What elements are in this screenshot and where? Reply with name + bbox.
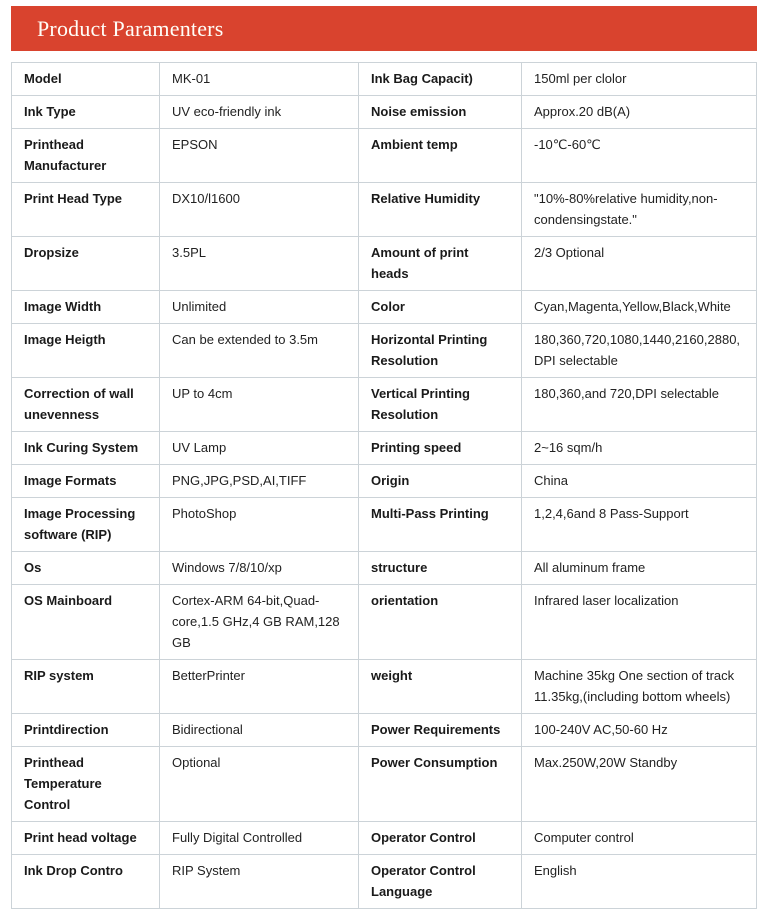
param-label-cell: Ink Curing System bbox=[12, 432, 160, 465]
param-value-cell: EPSON bbox=[160, 129, 359, 183]
param-value-cell: China bbox=[522, 465, 757, 498]
param-label-cell: Ink Drop Contro bbox=[12, 855, 160, 909]
param-label-cell: Vertical Printing Resolution bbox=[359, 378, 522, 432]
page-title: Product Paramenters bbox=[37, 15, 224, 41]
param-value-cell: Fully Digital Controlled bbox=[160, 822, 359, 855]
param-label-cell: RIP system bbox=[12, 660, 160, 714]
param-label-cell: Image Formats bbox=[12, 465, 160, 498]
param-label-cell: OS Mainboard bbox=[12, 585, 160, 660]
param-label-cell: Correction of wall unevenness bbox=[12, 378, 160, 432]
product-parameters-table bbox=[11, 62, 757, 909]
param-label-cell: Power Requirements bbox=[359, 714, 522, 747]
param-label-cell: Image Heigth bbox=[12, 324, 160, 378]
param-label-cell: Multi-Pass Printing bbox=[359, 498, 522, 552]
param-label-cell: Printhead Temperature Control bbox=[12, 747, 160, 822]
table-row bbox=[12, 129, 757, 183]
param-value-cell: Machine 35kg One section of track 11.35kg,(including bottom wheels) bbox=[522, 660, 757, 714]
param-value-cell: 150ml per clolor bbox=[522, 63, 757, 96]
param-value-cell: 2~16 sqm/h bbox=[522, 432, 757, 465]
param-value-cell: MK-01 bbox=[160, 63, 359, 96]
param-value-cell: Bidirectional bbox=[160, 714, 359, 747]
param-value-cell: Computer control bbox=[522, 822, 757, 855]
param-value-cell: Cortex-ARM 64-bit,Quad-core,1.5 GHz,4 GB RAM,128 GB bbox=[160, 585, 359, 660]
param-label-cell: structure bbox=[359, 552, 522, 585]
param-label-cell: Operator Control bbox=[359, 822, 522, 855]
param-value-cell: UP to 4cm bbox=[160, 378, 359, 432]
param-value-cell: Optional bbox=[160, 747, 359, 822]
param-value-cell: Cyan,Magenta,Yellow,Black,White bbox=[522, 291, 757, 324]
param-label-cell: Printhead Manufacturer bbox=[12, 129, 160, 183]
param-label-cell: Power Consumption bbox=[359, 747, 522, 822]
param-label-cell: Ambient temp bbox=[359, 129, 522, 183]
param-value-cell: Approx.20 dB(A) bbox=[522, 96, 757, 129]
table-row bbox=[12, 822, 757, 855]
param-label-cell: Print Head Type bbox=[12, 183, 160, 237]
param-value-cell: 3.5PL bbox=[160, 237, 359, 291]
table-row bbox=[12, 432, 757, 465]
param-value-cell: DX10/l1600 bbox=[160, 183, 359, 237]
param-value-cell: 1,2,4,6and 8 Pass-Support bbox=[522, 498, 757, 552]
param-label-cell: Noise emission bbox=[359, 96, 522, 129]
param-label-cell: Relative Humidity bbox=[359, 183, 522, 237]
table-row bbox=[12, 498, 757, 552]
table-row bbox=[12, 747, 757, 822]
param-label-cell: Image Width bbox=[12, 291, 160, 324]
param-label-cell: Printdirection bbox=[12, 714, 160, 747]
table-row bbox=[12, 183, 757, 237]
param-label-cell: Dropsize bbox=[12, 237, 160, 291]
param-value-cell: "10%-80%relative humidity,non-condensingstate." bbox=[522, 183, 757, 237]
table-row bbox=[12, 714, 757, 747]
param-label-cell: Ink Type bbox=[12, 96, 160, 129]
param-value-cell: All aluminum frame bbox=[522, 552, 757, 585]
table-row bbox=[12, 585, 757, 660]
param-value-cell: UV eco-friendly ink bbox=[160, 96, 359, 129]
param-value-cell: BetterPrinter bbox=[160, 660, 359, 714]
table-row bbox=[12, 855, 757, 909]
param-value-cell: -10℃-60℃ bbox=[522, 129, 757, 183]
param-value-cell: Unlimited bbox=[160, 291, 359, 324]
table-row bbox=[12, 63, 757, 96]
param-label-cell: Model bbox=[12, 63, 160, 96]
param-label-cell: Color bbox=[359, 291, 522, 324]
param-value-cell: English bbox=[522, 855, 757, 909]
param-value-cell: Infrared laser localization bbox=[522, 585, 757, 660]
param-value-cell: Max.250W,20W Standby bbox=[522, 747, 757, 822]
param-label-cell: orientation bbox=[359, 585, 522, 660]
param-value-cell: 100-240V AC,50-60 Hz bbox=[522, 714, 757, 747]
param-label-cell: Horizontal Printing Resolution bbox=[359, 324, 522, 378]
param-value-cell: RIP System bbox=[160, 855, 359, 909]
param-value-cell: 2/3 Optional bbox=[522, 237, 757, 291]
param-value-cell: PhotoShop bbox=[160, 498, 359, 552]
spec-table-body bbox=[12, 63, 757, 909]
param-label-cell: Operator Control Language bbox=[359, 855, 522, 909]
param-label-cell: Origin bbox=[359, 465, 522, 498]
table-row bbox=[12, 237, 757, 291]
param-label-cell: Print head voltage bbox=[12, 822, 160, 855]
param-value-cell: 180,360,720,1080,1440,2160,2880,DPI selectable bbox=[522, 324, 757, 378]
page-title-banner bbox=[11, 6, 757, 51]
table-row bbox=[12, 660, 757, 714]
table-row bbox=[12, 291, 757, 324]
param-value-cell: Windows 7/8/10/xp bbox=[160, 552, 359, 585]
param-value-cell: Can be extended to 3.5m bbox=[160, 324, 359, 378]
param-label-cell: Image Processing software (RIP) bbox=[12, 498, 160, 552]
param-label-cell: Ink Bag Capacit) bbox=[359, 63, 522, 96]
table-row bbox=[12, 324, 757, 378]
param-label-cell: Printing speed bbox=[359, 432, 522, 465]
param-label-cell: weight bbox=[359, 660, 522, 714]
table-row bbox=[12, 378, 757, 432]
table-row bbox=[12, 552, 757, 585]
table-row bbox=[12, 465, 757, 498]
param-value-cell: PNG,JPG,PSD,AI,TIFF bbox=[160, 465, 359, 498]
param-value-cell: UV Lamp bbox=[160, 432, 359, 465]
param-label-cell: Os bbox=[12, 552, 160, 585]
param-label-cell: Amount of print heads bbox=[359, 237, 522, 291]
table-row bbox=[12, 96, 757, 129]
param-value-cell: 180,360,and 720,DPI selectable bbox=[522, 378, 757, 432]
